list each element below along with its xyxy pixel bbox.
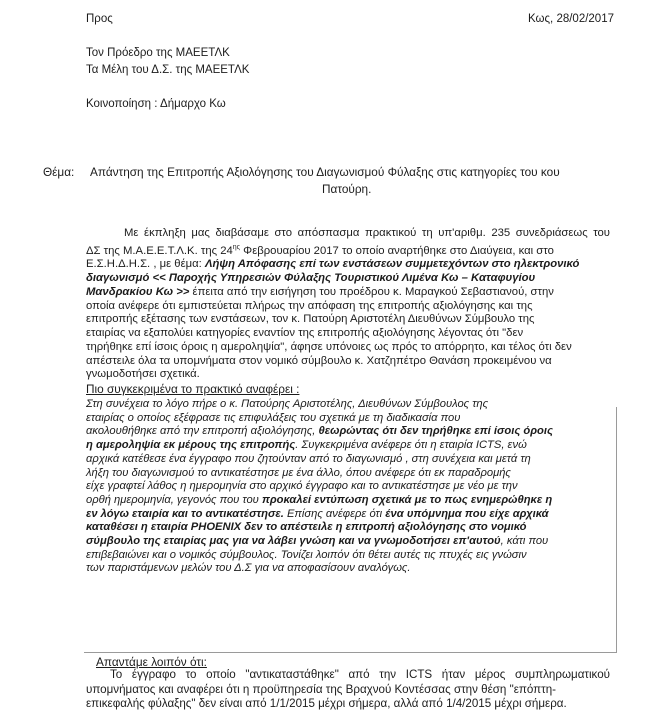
reply-line: επικεφαλής φύλαξης" δεν είναι από 1/1/2015 μέχρι σήμερα, αλλά από 1/4/2015 μέχρι σήμερα. [86, 697, 567, 710]
reply-paragraph [86, 668, 610, 712]
para-line: Μανδρακίου Κω >> έπειτα από την εισήγηση του προέδρου κ. Μαραγκού Σεβαστιανού, στην [86, 285, 554, 298]
para-line: απέστειλε όλα τα υπομνήματα στον νομικό σύμβουλο κ. Χατζηπέτρο Θανάση προκειμένου να [86, 354, 552, 367]
para-line: γνωμοδοτήσει σχετικά. [86, 368, 200, 381]
recipient-board-members: Τα Μέλη του Δ.Σ. της ΜΑΕΕΤΛΚ [86, 64, 250, 76]
quote-line: λήξη του διαγωνισμού το αντικατέστησε με ένα άλλο, όπου ανέφερε ότι εκ παραδρομής [86, 466, 511, 479]
para-line: οποία ανέφερε ότι εμπιστεύεται πλήρως την απόφαση της επιτροπής αξιολόγησης και της [86, 299, 533, 312]
para-line: τηρήθηκε επί ίσοις όροις η αμεροληψία", άφησε υπόνοιες ως πρός το απόρρητο, και τέλος ότι δεν [86, 340, 572, 353]
minutes-heading: Πιο συγκεκριμένα το πρακτικό αναφέρει : [86, 382, 300, 396]
opening-paragraph [86, 227, 610, 382]
subject-line-2: Πατούρη. [322, 182, 372, 196]
para-line: εταιρίας να εξαπολύει κατηγορίες εναντίον της επιτροπής αξιολόγησης λέγοντας ότι "δεν [86, 327, 524, 340]
para-line: Με έκπληξη μας διαβάσαμε στο απόσπασμα πρακτικού τη υπ'αριθμ. 235 συνεδριάσεως του [124, 227, 610, 239]
minutes-quote [86, 398, 610, 576]
quote-line: η αμεροληψία εκ μέρους της επιτροπής. Συγκεκριμένα ανέφερε ότι η εταιρία ICTS, ενώ [86, 439, 527, 452]
resolution-topic: Λήψη Απόφασης επί των ενστάσεων συμμετεχόντων στο ηλεκτρονικό [204, 258, 580, 271]
to-label: Προς [86, 13, 113, 25]
quote-line: των παριστάμενων μελών του Δ.Σ για να αποφασίσουν αναλόγως. [86, 562, 411, 575]
reply-heading: Απαντάμε λοιπόν ότι: [96, 655, 207, 669]
reply-line: υπομνήματος και αναφέρει ότι η προϋπηρεσία της Βραχνού Κοντέσσας στην θέση "επόπτη- [86, 682, 557, 696]
para-line: διαγωνισμό << Παροχής Υπηρεσιών Φύλαξης Τουριστικού Λιμένα Κω – Καταφυγίου [86, 272, 536, 285]
quote-line: Στη συνέχεια το λόγο πήρε ο κ. Πατούρης Αριστοτέλης, Διευθύνων Σύμβουλος της [86, 398, 489, 410]
para-line: επιτροπής εξέτασης των ενστάσεων, τον κ. Πατούρη Αριστοτέλη Διευθύνων Σύμβουλο της [86, 313, 535, 326]
quote-line: ορθή ημερομηνία, γεγονός που του προκαλεί εντύπωση σχετικά με το πως ενημερώθηκε η [86, 493, 553, 506]
quote-line: ακολουθήθηκε από την επιτροπή αξιολόγησης, θεωρώντας ότι δεν τηρήθηκε επί ίσοις όροις [86, 425, 553, 438]
subject-label: Θέμα: [43, 165, 75, 179]
place-date: Κως, 28/02/2017 [528, 13, 614, 25]
cc-line: Κοινοποίηση : Δήμαρχο Κω [86, 98, 226, 110]
quote-line: σύμβουλο της εταιρίας μας για να λάβει γνώση και να γνωμοδοτήσει επ'αυτού, κάτι που [86, 535, 549, 548]
quote-line: καταθέσει η εταιρία PHOENIX δεν το απέστειλε η επιτροπή αξιολόγησης στο νομικό [86, 521, 527, 534]
quote-line: εν λόγω εταιρία και το αντικατέστησε. Επίσης ανέφερε ότι ένα υπόμνημα που είχε αρχικά [86, 507, 549, 520]
quote-line: είχε γραφτεί λάθος η ημερομηνία στο αρχικό έγγραφο και το αντικατέστησε με νέο με την [86, 480, 518, 493]
subject-line-1: Απάντηση της Επιτροπής Αξιολόγησης του Διαγωνισμού Φύλαξης στις κατηγορίες του κου [90, 165, 560, 179]
quote-line: εταιρίας ο οποίος εξέφρασε τις επιφυλάξεις του σχετικά με τη διαδικασία που [86, 411, 461, 424]
quote-line: επιβεβαιώνει και ο νομικός σύμβουλος. Τονίζει λοιπόν ότι θέτει αυτές τις πτυχές εις γνώσιν [86, 548, 527, 561]
recipient-president: Τον Πρόεδρο της ΜΑΕΕΤΛΚ [86, 47, 230, 59]
para-line: ΔΣ της Μ.Α.Ε.Ε.Τ.Λ.Κ. της $24^{\eta\varsigma}$ Φεβρουαρίου 2017 το οποίο αναρτήθηκε στο Διαύγεια, και στο [86, 243, 554, 257]
reply-line: Το έγγραφο το οποίο "αντικαταστάθηκε" από την ICTS ήταν μέρος συμπληρωματικού [110, 668, 610, 681]
para-line: Ε.Σ.Η.Δ.Η.Σ. , με θέμα: Λήψη Απόφασης επί των ενστάσεων συμμετεχόντων στο ηλεκτρονικό [86, 258, 580, 271]
quote-line: αρχικά κατέθεσε ένα έγγραφο που ζητούνταν από το διαγωνισμό , στη συνέχεια και μετά τη [86, 452, 531, 465]
